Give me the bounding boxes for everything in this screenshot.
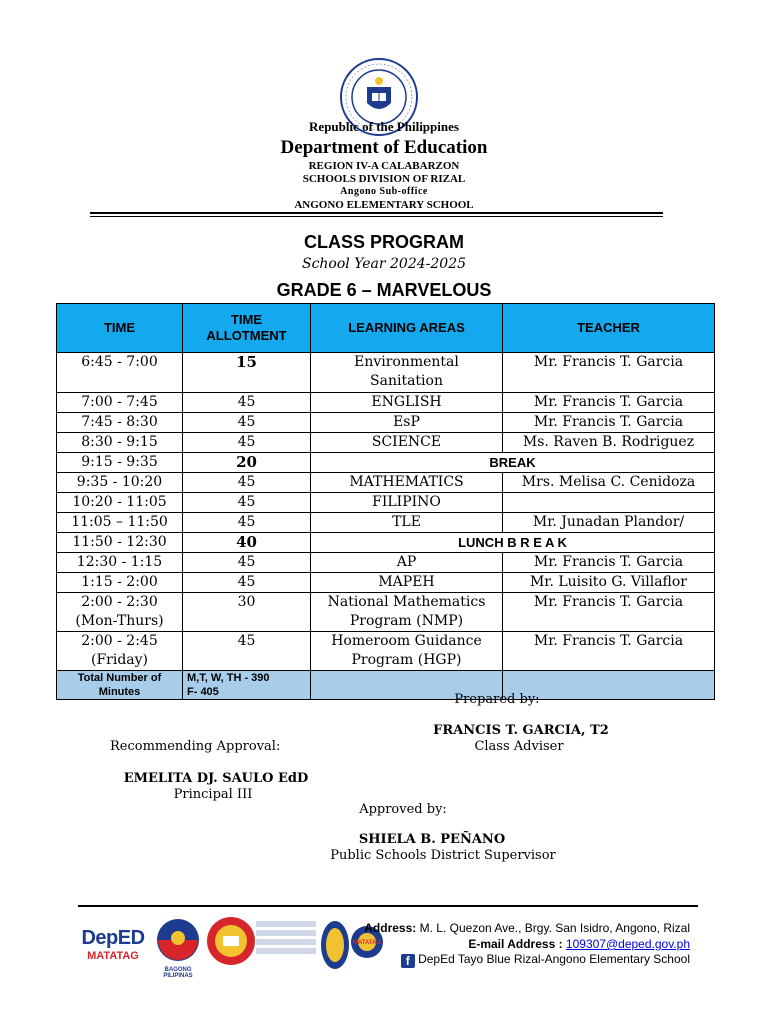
teacher-cell: Mrs. Melisa C. Cenidoza — [503, 473, 715, 493]
table-row — [57, 573, 715, 593]
allotment-cell: 45 — [183, 632, 311, 671]
learning-area-cell: AP — [311, 553, 503, 573]
allotment-cell: 45 — [183, 433, 311, 453]
facebook-page[interactable] — [401, 952, 690, 968]
table-row — [57, 393, 715, 413]
allotment-cell: 45 — [183, 553, 311, 573]
school-address — [364, 921, 690, 935]
deped-logo-text: DepED — [81, 927, 145, 949]
col-header-teacher: TEACHER — [503, 304, 715, 353]
learning-area-cell — [311, 593, 503, 632]
time-cell: 8:30 - 9:15 — [57, 433, 183, 453]
school-year: School Year 2024-2025 — [301, 256, 467, 272]
teacher-cell: Mr. Francis T. Garcia — [503, 593, 715, 632]
lunch-break-cell: LUNCH B R E A K — [311, 533, 715, 553]
recommending-name: EMELITA DJ. SAULO EdD — [123, 771, 309, 786]
allotment-cell: 45 — [183, 473, 311, 493]
time-cell: 9:15 - 9:35 — [57, 453, 183, 473]
allotment-cell: 45 — [183, 393, 311, 413]
allotment-header-line1: TIME — [230, 312, 263, 327]
teacher-cell: Mr. Francis T. Garcia — [503, 353, 715, 393]
learning-area-cell: EsP — [311, 413, 503, 433]
learning-area-cell: MAPEH — [311, 573, 503, 593]
social-link-line — [256, 939, 316, 945]
header-rule — [90, 212, 663, 214]
allotment-cell: 15 — [183, 353, 311, 393]
learning-area-cell — [311, 632, 503, 671]
table-row — [57, 553, 715, 573]
time-line2: (Mon-Thurs) — [75, 613, 164, 629]
time-cell: 7:00 - 7:45 — [57, 393, 183, 413]
time-cell: 10:20 - 11:05 — [57, 493, 183, 513]
time-cell: 7:45 - 8:30 — [57, 413, 183, 433]
col-header-time: TIME — [57, 304, 183, 353]
email-link[interactable]: 109307@deped.gov.ph — [565, 937, 690, 951]
total-value-line2: F- 405 — [187, 686, 219, 698]
republic-text: Republic of the Philippines — [309, 119, 459, 134]
approved-title: Public Schools District Supervisor — [330, 848, 556, 863]
teacher-cell: Mr. Francis T. Garcia — [503, 413, 715, 433]
header-rule-thin — [90, 216, 663, 217]
teacher-cell: Mr. Luisito G. Villaflor — [503, 573, 715, 593]
address-value: M. L. Quezon Ave., Brgy. San Isidro, Angono, Rizal — [419, 921, 690, 935]
learning-area-cell: ENGLISH — [311, 393, 503, 413]
suboffice-text: Angono Sub-office — [340, 186, 428, 197]
school-seal-logo — [320, 920, 350, 970]
division-seal-logo — [206, 916, 256, 966]
time-cell — [57, 632, 183, 671]
division-text: SCHOOLS DIVISION OF RIZAL — [302, 173, 466, 185]
teacher-cell: Mr. Francis T. Garcia — [503, 393, 715, 413]
time-cell: 11:05 – 11:50 — [57, 513, 183, 533]
allotment-cell: 40 — [183, 533, 311, 553]
area-line1: Homeroom Guidance — [331, 633, 482, 649]
table-row — [57, 413, 715, 433]
address-label: Address: — [364, 921, 417, 935]
department-name: Department of Education — [280, 137, 488, 158]
bagong-pilipinas-logo — [150, 918, 206, 979]
teacher-cell: Mr. Francis T. Garcia — [503, 632, 715, 671]
table-header-row — [57, 304, 715, 353]
teacher-cell: Mr. Junadan Plandor/ — [503, 513, 715, 533]
school-name: ANGONO ELEMENTARY SCHOOL — [294, 199, 474, 211]
bagong-pilipinas-emblem — [154, 918, 202, 962]
allotment-cell: 45 — [183, 493, 311, 513]
table-row — [57, 513, 715, 533]
facebook-page-name: DepEd Tayo Blue Rizal-Angono Elementary School — [418, 952, 690, 966]
teacher-cell: Ms. Raven B. Rodriguez — [503, 433, 715, 453]
program-title: CLASS PROGRAM — [303, 232, 464, 252]
social-link-line — [256, 948, 316, 954]
time-cell: 1:15 - 2:00 — [57, 573, 183, 593]
prepared-label: Prepared by: — [454, 692, 540, 707]
grade-section-title: GRADE 6 – MARVELOUS — [276, 280, 492, 300]
matatag-logo-text: MATATAG — [87, 950, 139, 962]
table-row-break — [57, 453, 715, 473]
social-links-block — [256, 918, 316, 964]
time-line1: 2:00 - 2:30 — [81, 594, 158, 610]
area-line2: Sanitation — [370, 373, 443, 389]
approved-name: SHIELA B. PEÑANO — [358, 832, 506, 847]
table-row — [57, 493, 715, 513]
teacher-cell — [503, 493, 715, 513]
footer-rule — [78, 905, 698, 907]
table-row — [57, 353, 715, 393]
learning-area-cell — [311, 353, 503, 393]
learning-area-cell: TLE — [311, 513, 503, 533]
time-cell: 12:30 - 1:15 — [57, 553, 183, 573]
time-cell: 11:50 - 12:30 — [57, 533, 183, 553]
bagong-pilipinas-text: BAGONG PILIPINAS — [163, 967, 193, 979]
email-label: E-mail Address : — [468, 937, 563, 951]
break-cell: BREAK — [311, 453, 715, 473]
recommending-label: Recommending Approval: — [110, 739, 281, 754]
facebook-icon: f — [401, 954, 415, 968]
time-cell — [57, 593, 183, 632]
learning-area-cell: FILIPINO — [311, 493, 503, 513]
table-row — [57, 593, 715, 632]
time-cell: 6:45 - 7:00 — [57, 353, 183, 393]
total-label-line1: Total Number of — [77, 672, 162, 684]
table-row-break — [57, 533, 715, 553]
class-schedule-table — [56, 303, 715, 700]
learning-area-cell: MATHEMATICS — [311, 473, 503, 493]
matatag-seal-text: MATATAG — [352, 940, 382, 946]
social-link-line — [256, 930, 316, 936]
table-row — [57, 632, 715, 671]
table-row — [57, 473, 715, 493]
prepared-title: Class Adviser — [474, 739, 564, 754]
time-line2: (Friday) — [90, 652, 149, 668]
total-value-line1: M,T, W, TH - 390 — [187, 672, 270, 684]
area-line2: Program (NMP) — [349, 613, 464, 629]
region-text: REGION IV-A CALABARZON — [308, 160, 460, 172]
time-cell: 9:35 - 10:20 — [57, 473, 183, 493]
allotment-cell: 45 — [183, 573, 311, 593]
area-line1: Environmental — [354, 354, 459, 370]
allotment-cell: 45 — [183, 513, 311, 533]
allotment-cell: 45 — [183, 413, 311, 433]
allotment-cell: 30 — [183, 593, 311, 632]
teacher-cell: Mr. Francis T. Garcia — [503, 553, 715, 573]
learning-area-cell: SCIENCE — [311, 433, 503, 453]
time-line1: 2:00 - 2:45 — [81, 633, 158, 649]
col-header-allotment — [183, 304, 311, 353]
approved-label: Approved by: — [359, 802, 447, 817]
col-header-learning-areas: LEARNING AREAS — [311, 304, 503, 353]
school-email — [468, 937, 690, 951]
prepared-name: FRANCIS T. GARCIA, T2 — [433, 723, 609, 738]
area-line1: National Mathematics — [327, 594, 486, 610]
recommending-title: Principal III — [173, 787, 253, 802]
area-line2: Program (HGP) — [351, 652, 462, 668]
deped-matatag-logo — [80, 927, 146, 963]
allotment-cell: 20 — [183, 453, 311, 473]
total-label-line2: Minutes — [98, 686, 141, 698]
social-link-line — [256, 921, 316, 927]
allotment-header-line2: ALLOTMENT — [206, 328, 287, 343]
table-row — [57, 433, 715, 453]
